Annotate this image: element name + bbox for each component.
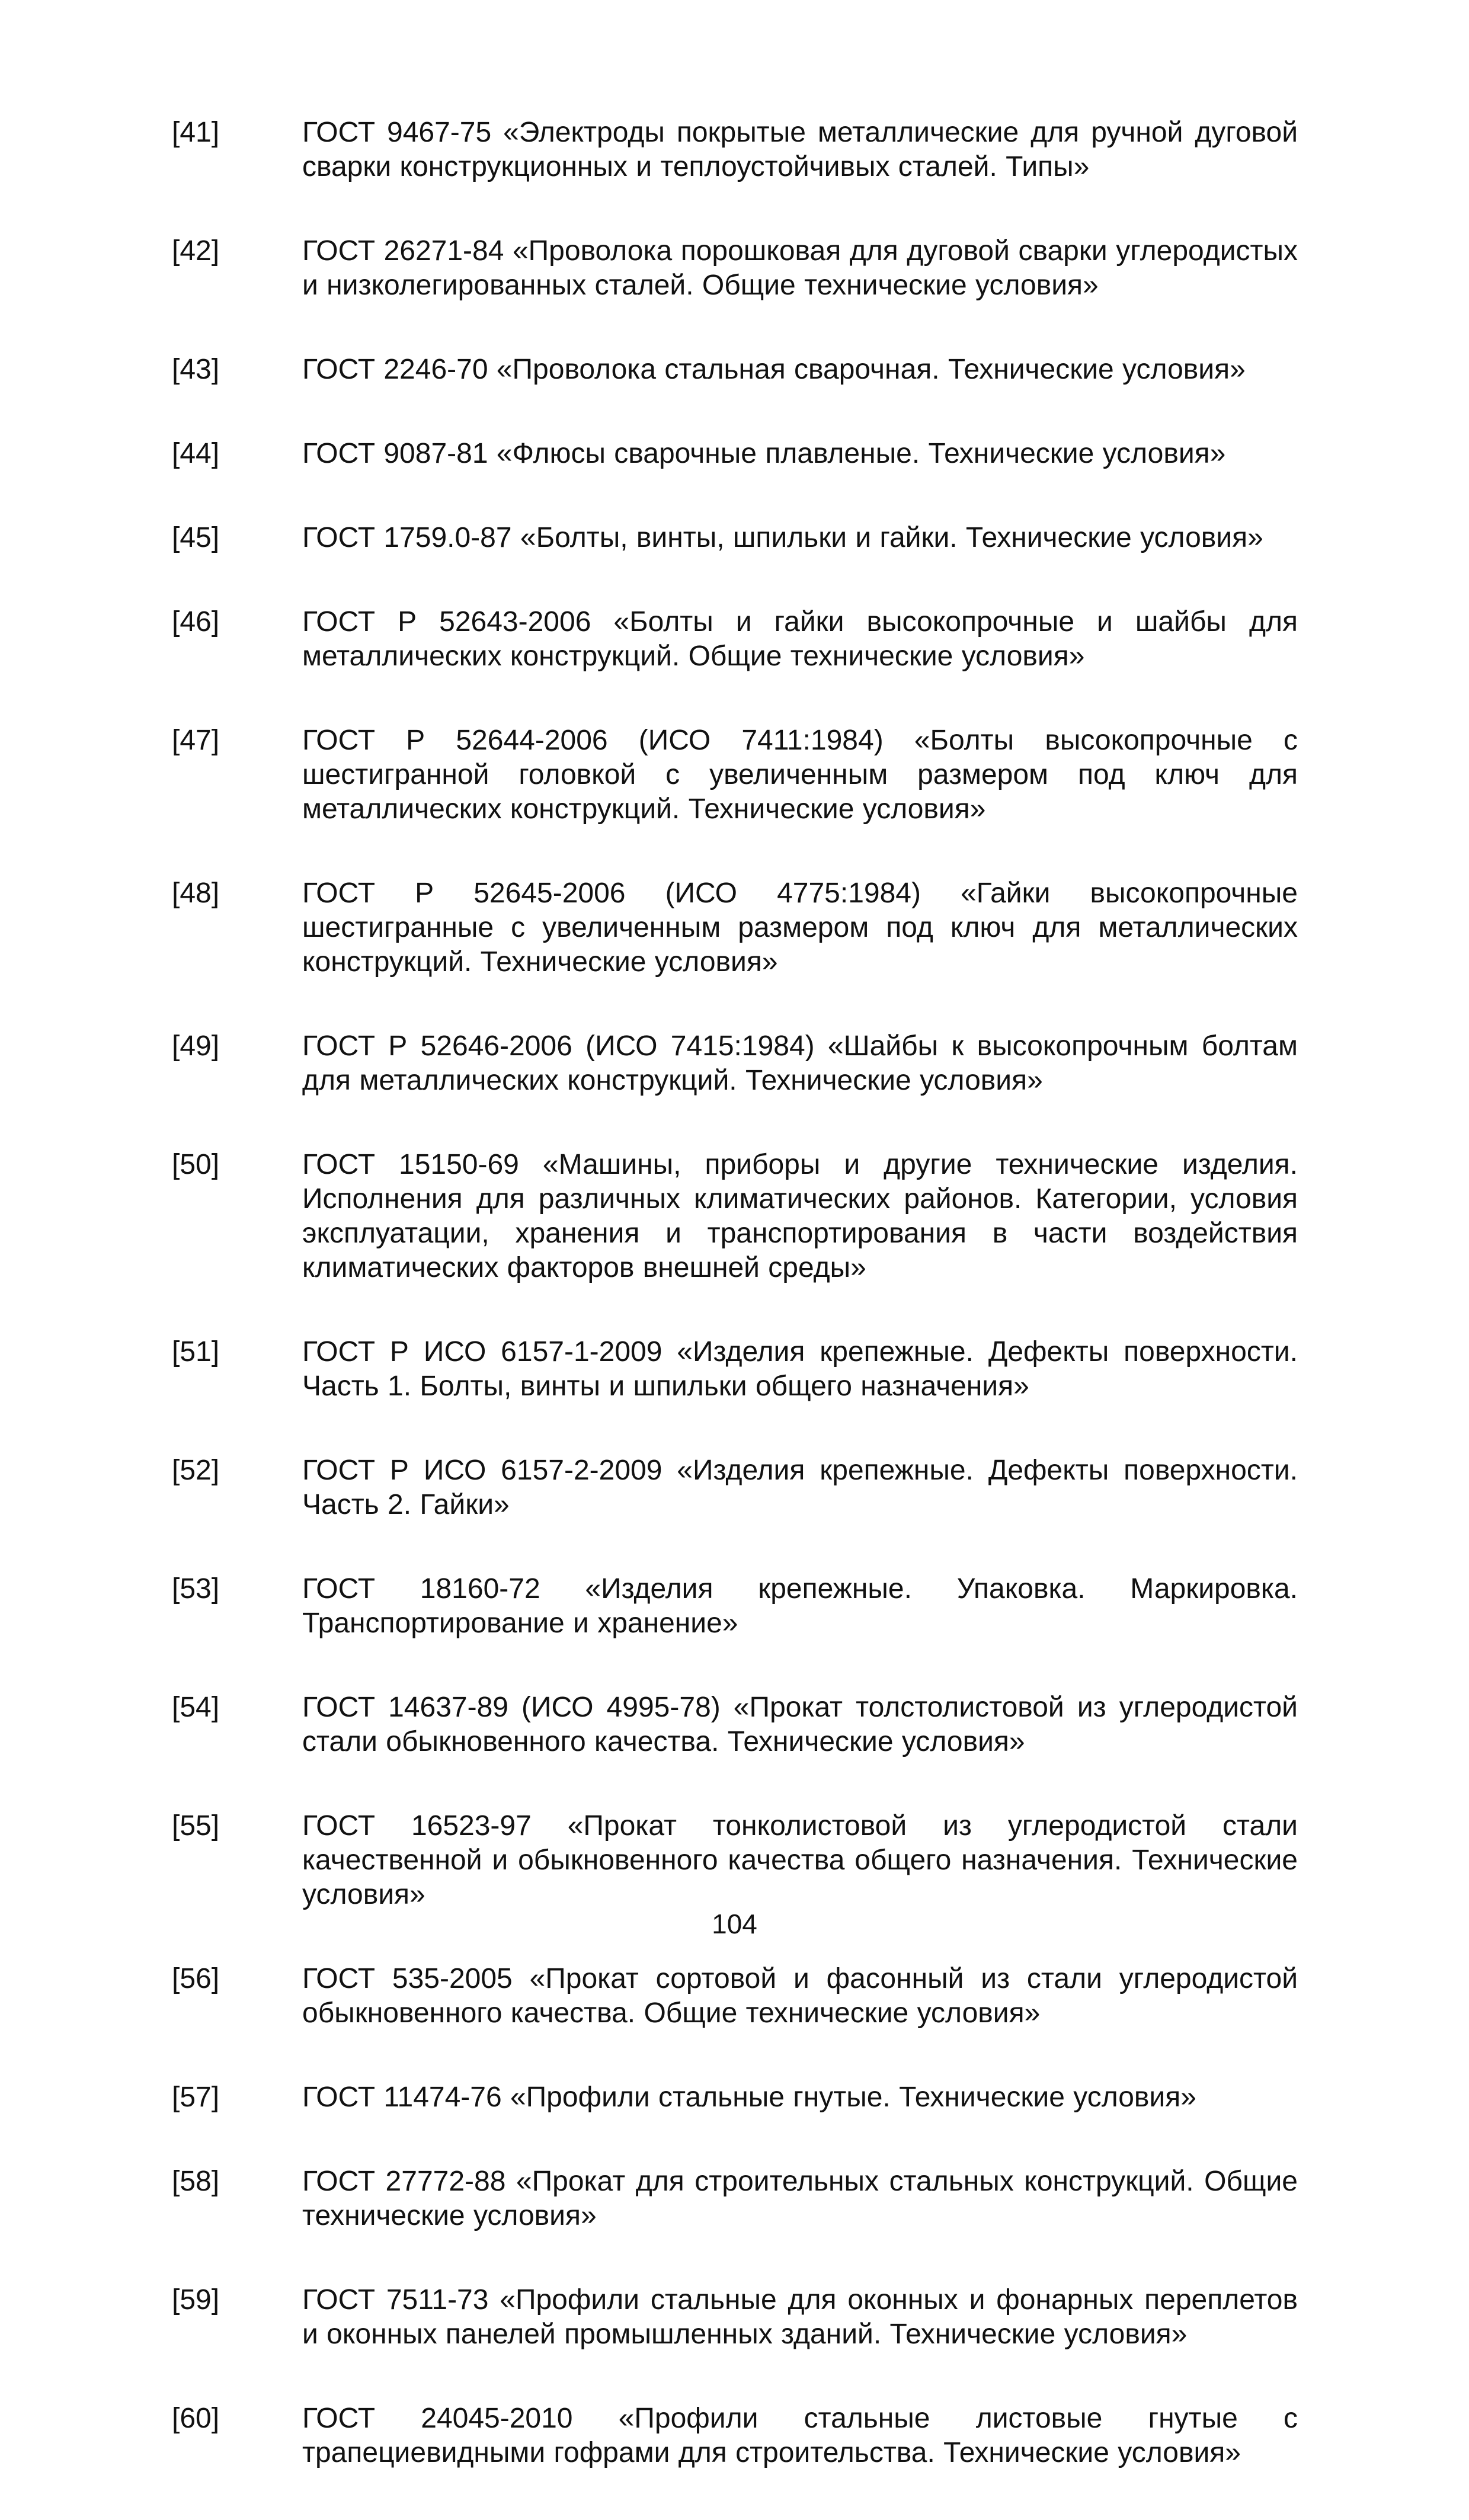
reference-number: [60] [172,2403,220,2434]
reference-item [172,1809,1298,1912]
reference-item [172,1335,1298,1404]
reference-number: [57] [172,2082,220,2113]
reference-item [172,1453,1298,1522]
reference-item [172,1148,1298,1285]
reference-number: [51] [172,1336,220,1368]
reference-item [172,2283,1298,2352]
reference-text: ГОСТ 16523-97 «Прокат тонколистовой из углеродистой стали качественной и обыкновенного качества общего назначения. Технические условия» [302,1810,1298,1910]
reference-item [172,1572,1298,1641]
reference-text: ГОСТ Р ИСО 6157-2-2009 «Изделия крепежные. Дефекты поверхности. Часть 2. Гайки» [302,1455,1298,1520]
reference-text: ГОСТ Р 52644-2006 (ИСО 7411:1984) «Болты высокопрочные с шестигранной головкой с увеличенным размером под ключ для металлических конструкций. Технические условия» [302,725,1298,825]
reference-number: [54] [172,1692,220,1723]
reference-item [172,1029,1298,1098]
reference-number: [44] [172,438,220,469]
reference-item [172,116,1298,184]
reference-number: [59] [172,2284,220,2316]
reference-number: [56] [172,1963,220,1994]
reference-text: ГОСТ 1759.0-87 «Болты, винты, шпильки и гайки. Технические условия» [302,522,1263,553]
reference-number: [46] [172,606,220,638]
reference-item [172,353,1298,387]
reference-number: [50] [172,1149,220,1180]
reference-item [172,437,1298,471]
reference-list [172,116,1298,2520]
reference-item [172,2401,1298,2470]
reference-text: ГОСТ Р 52645-2006 (ИСО 4775:1984) «Гайки высокопрочные шестигранные с увеличенным размером под ключ для металлических конструкций. Технические условия» [302,878,1298,978]
reference-item [172,605,1298,674]
reference-item [172,234,1298,303]
reference-text: ГОСТ Р 52646-2006 (ИСО 7415:1984) «Шайбы к высокопрочным болтам для металлических конструкций. Технические условия» [302,1030,1298,1096]
reference-number: [52] [172,1455,220,1486]
reference-number: [41] [172,117,220,148]
reference-item [172,1690,1298,1759]
reference-item [172,723,1298,827]
reference-item [172,1962,1298,2031]
reference-text: ГОСТ 15150-69 «Машины, приборы и другие технические изделия. Исполнения для различных климатических районов. Категории, условия эксплуатации, хранения и транспортирования в части воздействия климатических факторов внешней среды» [302,1149,1298,1283]
reference-text: ГОСТ 14637-89 (ИСО 4995-78) «Прокат толстолистовой из углеродистой стали обыкновенного качества. Технические условия» [302,1692,1298,1757]
reference-text: ГОСТ 9087-81 «Флюсы сварочные плавленые. Технические условия» [302,438,1226,469]
page-number: 104 [712,1909,757,1939]
reference-text: ГОСТ 9467-75 «Электроды покрытые металлические для ручной дуговой сварки конструкционных и теплоустойчивых сталей. Типы» [302,117,1298,182]
reference-number: [45] [172,522,220,553]
reference-text: ГОСТ Р 52643-2006 «Болты и гайки высокопрочные и шайбы для металлических конструкций. Общие технические условия» [302,606,1298,672]
reference-number: [58] [172,2166,220,2197]
reference-item [172,876,1298,979]
reference-text: ГОСТ 27772-88 «Прокат для строительных стальных конструкций. Общие технические условия» [302,2166,1298,2231]
reference-text: ГОСТ 2246-70 «Проволока стальная сварочная. Технические условия» [302,354,1246,385]
reference-text: ГОСТ 26271-84 «Проволока порошковая для дуговой сварки углеродистых и низколегированных сталей. Общие технические условия» [302,235,1298,301]
reference-number: [42] [172,235,220,267]
reference-item [172,2164,1298,2233]
reference-text: ГОСТ 11474-76 «Профили стальные гнутые. Технические условия» [302,2082,1196,2113]
reference-number: [49] [172,1030,220,1062]
reference-text: ГОСТ 24045-2010 «Профили стальные листовые гнутые с трапециевидными гофрами для строительства. Технические условия» [302,2403,1298,2468]
reference-item [172,2080,1298,2115]
reference-item [172,521,1298,555]
reference-number: [47] [172,725,220,756]
reference-number: [48] [172,878,220,909]
reference-number: [43] [172,354,220,385]
reference-text: ГОСТ Р ИСО 6157-1-2009 «Изделия крепежные. Дефекты поверхности. Часть 1. Болты, винты и шпильки общего назначения» [302,1336,1298,1402]
reference-text: ГОСТ 7511-73 «Профили стальные для оконных и фонарных переплетов и оконных панелей промышленных зданий. Технические условия» [302,2284,1298,2350]
reference-text: ГОСТ 535-2005 «Прокат сортовой и фасонный из стали углеродистой обыкновенного качества. Общие технические условия» [302,1963,1298,2029]
reference-text: ГОСТ 18160-72 «Изделия крепежные. Упаковка. Маркировка. Транспортирование и хранение» [302,1573,1298,1639]
reference-number: [55] [172,1810,220,1842]
reference-number: [53] [172,1573,220,1605]
